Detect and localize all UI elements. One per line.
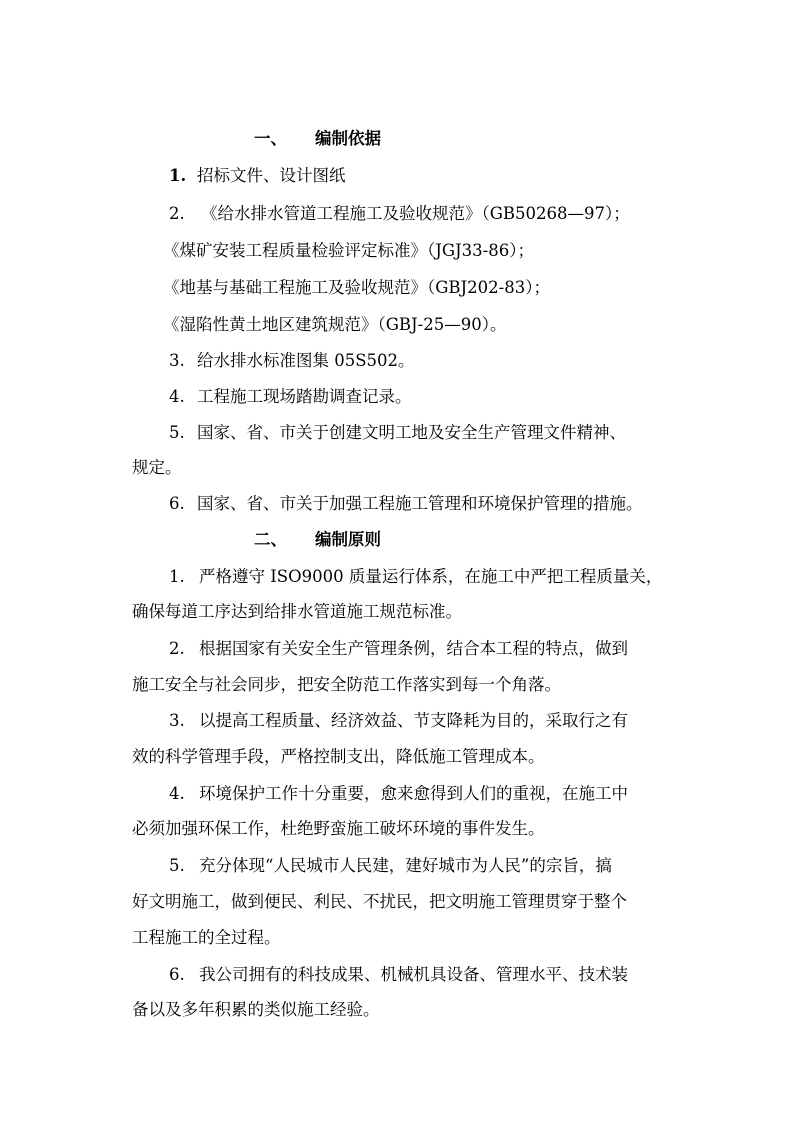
section-2-title: 编制原则 <box>315 530 381 549</box>
section-2-item-4-line-2 <box>132 818 545 840</box>
item-number: 3. <box>169 711 185 730</box>
item-text: 国家、省、市关于加强工程施工管理和环境保护管理的措施。 <box>197 494 643 513</box>
section-1-item-2-cont-2 <box>163 277 550 299</box>
section-2-item-6-line-2 <box>132 999 380 1021</box>
section-2-item-1-line-1 <box>169 566 662 588</box>
item-text: 《地基与基础工程施工及验收规范》（GBJ202-83）； <box>163 278 550 297</box>
item-text: 备以及多年积累的类似施工经验。 <box>132 1000 380 1019</box>
item-text: 《煤矿安装工程质量检验评定标准》（JGJ33-86）； <box>163 241 534 260</box>
item-text: 《湿陷性黄土地区建筑规范》（GBJ-25—90）。 <box>163 315 507 334</box>
item-number: 2. <box>169 639 185 658</box>
section-1-item-2 <box>169 203 630 225</box>
section-2-item-3-line-2 <box>132 746 545 768</box>
section-2-item-5-line-2 <box>132 891 627 913</box>
section-1-item-3 <box>169 350 415 372</box>
item-text: 以提高工程质量、经济效益、节支降耗为目的，采取行之有 <box>199 711 628 730</box>
section-1-item-5 <box>169 422 626 444</box>
item-number: 4. <box>169 387 185 406</box>
item-text: 工程施工的全过程。 <box>132 928 281 947</box>
item-text: 充分体现“人民城市人民建，建好城市为人民”的宗旨，搞 <box>199 856 612 875</box>
item-text: 施工安全与社会同步，把安全防范工作落实到每一个角落。 <box>132 675 561 694</box>
section-1-item-1 <box>169 165 346 187</box>
item-text: 好文明施工，做到便民、利民、不扰民，把文明施工管理贯穿于整个 <box>132 892 627 911</box>
section-2-heading <box>254 529 381 551</box>
item-text: 效的科学管理手段，严格控制支出，降低施工管理成本。 <box>132 747 545 766</box>
section-1-item-4 <box>169 386 412 408</box>
section-1-heading <box>254 128 381 150</box>
section-2-number: 二、 <box>254 530 287 549</box>
item-text: 招标文件、设计图纸 <box>197 166 346 185</box>
section-2-item-4-line-1 <box>169 783 628 805</box>
item-text: 《给水排水管道工程施工及验收规范》（GB50268—97）； <box>201 204 630 223</box>
section-2-item-2-line-2 <box>132 674 561 696</box>
item-number: 3. <box>169 351 185 370</box>
section-1-item-2-cont-3 <box>163 314 507 336</box>
item-text: 根据国家有关安全生产管理条例，结合本工程的特点，做到 <box>199 639 628 658</box>
section-1-item-5-cont <box>132 457 182 479</box>
section-2-item-1-line-2 <box>132 601 462 623</box>
item-number: 6. <box>169 494 185 513</box>
item-number: 4. <box>169 784 185 803</box>
item-text: 国家、省、市关于创建文明工地及安全生产管理文件精神、 <box>197 423 626 442</box>
item-text: 确保每道工序达到给排水管道施工规范标准。 <box>132 602 462 621</box>
item-text: 严格遵守 ISO9000 质量运行体系，在施工中严把工程质量关， <box>199 567 663 586</box>
item-number: 1. <box>169 567 185 586</box>
section-2-item-3-line-1 <box>169 710 628 732</box>
item-number: 1. <box>169 166 187 185</box>
section-2-item-6-line-1 <box>169 964 628 986</box>
item-text: 我公司拥有的科技成果、机械机具设备、管理水平、技术装 <box>199 965 628 984</box>
item-text: 必须加强环保工作，杜绝野蛮施工破坏环境的事件发生。 <box>132 819 545 838</box>
section-1-number: 一、 <box>254 129 287 148</box>
item-text: 给水排水标准图集 05S502。 <box>197 351 415 370</box>
section-1-title: 编制依据 <box>315 129 381 148</box>
section-2-item-2-line-1 <box>169 638 628 660</box>
section-1-item-6 <box>169 493 643 515</box>
item-number: 6. <box>169 965 185 984</box>
section-1-item-2-cont-1 <box>163 240 534 262</box>
item-number: 5. <box>169 423 185 442</box>
item-text: 规定。 <box>132 458 182 477</box>
item-text: 环境保护工作十分重要，愈来愈得到人们的重视，在施工中 <box>199 784 628 803</box>
item-text: 工程施工现场踏勘调查记录。 <box>197 387 412 406</box>
item-number: 2. <box>169 204 185 223</box>
item-number: 5. <box>169 856 185 875</box>
section-2-item-5-line-1 <box>169 855 612 877</box>
section-2-item-5-line-3 <box>132 927 281 949</box>
